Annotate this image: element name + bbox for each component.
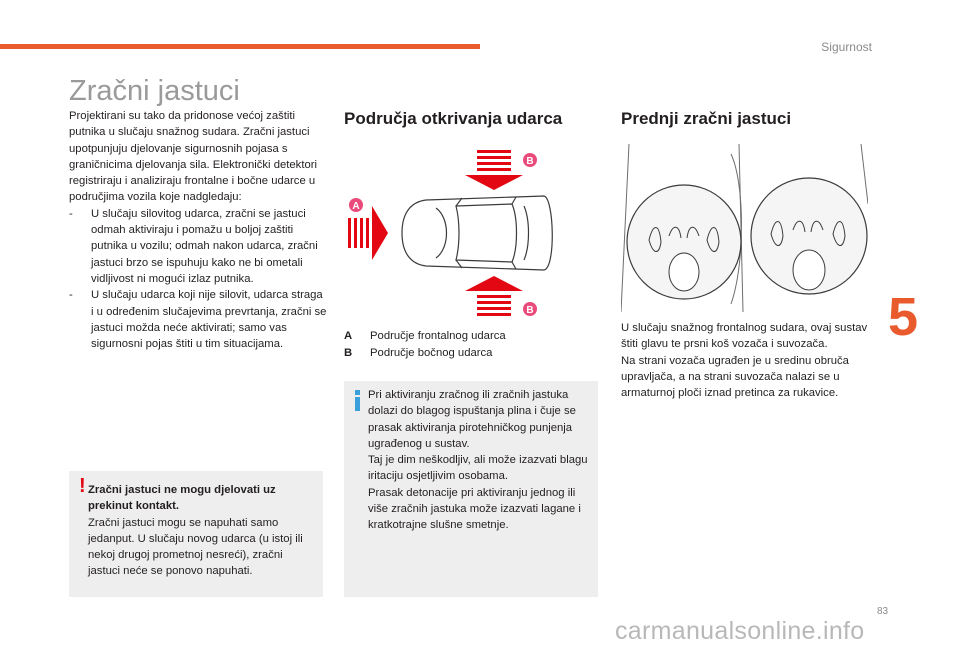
intro-column xyxy=(69,108,327,352)
chapter-number: 5 xyxy=(888,287,919,347)
watermark: carmanualsonline.info xyxy=(615,617,865,645)
driver-airbag xyxy=(627,185,741,299)
bullet-text: U slučaju udarca koji nije silovit, udarca straga i u određenim slučajevima prevrtanja, zračni se jastuci možda neće aktivirati; samo vas sigurnosni pojas štiti u tim situacijama. xyxy=(91,289,327,351)
label-b-bottom-text: B xyxy=(526,305,534,316)
bullet-dash: - xyxy=(69,289,73,302)
car-top-view xyxy=(402,196,552,270)
legend-item xyxy=(344,328,506,345)
label-b-top xyxy=(523,153,537,167)
impact-zones-diagram xyxy=(344,148,554,318)
side-arrow-top xyxy=(465,150,523,190)
info-icon xyxy=(355,390,360,412)
warning-icon: ! xyxy=(79,475,86,497)
label-b-bottom xyxy=(523,302,537,316)
bullet-text: U slučaju silovitog udarca, zračni se jastuci odmah aktiviraju i pomažu u boljoj zaštiti putnika u vozilu; odmah nakon udarca, zračni jastuci brzo se ispuhuju kako ne bi ometali vidljivost ni mogući izlaz putnika. xyxy=(91,207,318,285)
label-b-top-text: B xyxy=(526,156,534,167)
info-line: Prasak detonacije pri aktiviranju jednog ili više zračnih jastuka može izazvati lagane i kratkotrajne slušne smetnje. xyxy=(368,486,581,532)
side-arrow-bottom xyxy=(465,276,523,316)
page-number: 83 xyxy=(877,606,889,617)
info-text xyxy=(368,387,592,534)
label-a-text: A xyxy=(352,201,360,212)
info-line: Pri aktiviranju zračnog ili zračnih jastuka dolazi do blagog ispuštanja plina i čuje se prasak aktiviranja pirotehničkog punjenja ugrađenog u sustav. xyxy=(368,389,576,450)
front-arrow xyxy=(348,206,388,260)
front-airbags-heading: Prednji zračni jastuci xyxy=(621,109,792,128)
warning-bold-text: Zračni jastuci ne mogu djelovati uz prekinut kontakt. xyxy=(88,484,276,513)
impact-zones-heading: Područja otkrivanja udarca xyxy=(344,109,563,128)
legend-text: Područje frontalnog udarca xyxy=(370,330,506,342)
front-paragraph: U slučaju snažnog frontalnog sudara, ovaj sustav štiti glavu te prsni koš vozača i suvozača. xyxy=(621,322,868,351)
legend-text: Područje bočnog udarca xyxy=(370,347,493,359)
header-accent-bar xyxy=(0,44,480,49)
front-paragraph: Na strani vozača ugrađen je u sredinu obruča upravljača, a na strani suvozača nalazi se u armaturnoj ploči iznad pretinca za rukavice. xyxy=(621,354,849,400)
passenger-airbag xyxy=(751,178,867,294)
intro-bullet xyxy=(69,287,327,352)
front-airbags-illustration xyxy=(621,144,868,312)
impact-legend xyxy=(344,328,506,362)
front-airbags-text xyxy=(621,320,883,401)
section-name: Sigurnost xyxy=(821,40,872,54)
info-box xyxy=(344,381,598,597)
page-title: Zračni jastuci xyxy=(69,75,240,107)
bullet-dash: - xyxy=(69,207,73,220)
intro-paragraph: Projektirani su tako da pridonose većoj zaštiti putnika u slučaju snažnog sudara. Zračni jastuci upotpunjuju djelovanje sigurnosnih pojasa s graničnicima djelovanja sila. Elektronički detektori registriraju i analiziraju frontalne i bočne udarce u područjima vozila koje nadgledaju: xyxy=(69,110,318,204)
info-line: Taj je dim neškodljiv, ali može izazvati blagu iritaciju osjetljivim osobama. xyxy=(368,454,588,483)
legend-key: A xyxy=(344,330,353,342)
warning-box xyxy=(69,471,323,597)
intro-bullet xyxy=(69,206,327,287)
legend-item xyxy=(344,345,506,362)
label-a xyxy=(349,198,363,212)
warning-body-text: Zračni jastuci mogu se napuhati samo jedanput. U slučaju novog udarca (u istoj ili nekoj drugoj prometnoj nesreći), zračni jastuci neće se ponovo napuhati. xyxy=(88,516,303,578)
legend-key: B xyxy=(344,347,353,359)
warning-text xyxy=(88,482,313,580)
